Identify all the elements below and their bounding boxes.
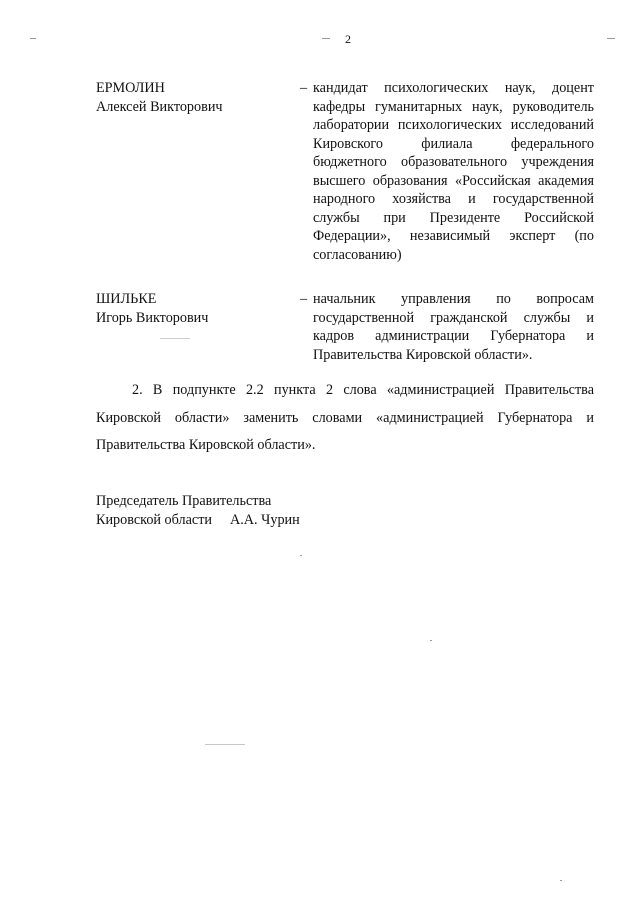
paragraph-2: 2. В подпункте 2.2 пункта 2 слова «администрацией Правительства Кировской области» заменить словами «администрацией Губернатора и Правительства Кировской области».: [96, 382, 594, 453]
member-surname: ЕРМОЛИН: [96, 80, 165, 96]
member-description: начальник управления по вопросам государственной гражданской службы и кадров администрации Губернатора и Правительства Кировской области».: [313, 291, 594, 363]
signature-block: [96, 492, 300, 529]
member-description: кандидат психологических наук, доцент кафедры гуманитарных наук, руководитель лаборатории психологических исследований Кировского филиала федерального бюджетного образовательного учреждения высшего образования «Российская академия народного хозяйства и государственной службы при Президенте Российской Федерации», независимый эксперт (по согласованию): [313, 80, 594, 263]
scan-speck: [300, 555, 302, 556]
scan-speck: [430, 640, 432, 641]
scan-speck: [30, 38, 36, 39]
page-number: 2: [345, 32, 351, 46]
scan-speck: [560, 880, 562, 881]
member-given-names: Алексей Викторович: [96, 98, 223, 115]
member-surname: ШИЛЬКЕ: [96, 291, 157, 307]
signature-name: А.А. Чурин: [230, 511, 300, 528]
signature-position-line2: [96, 511, 300, 530]
signature-position-line1: Председатель Правительства: [96, 493, 272, 509]
signature-position-region: Кировской области: [96, 511, 212, 528]
member-dash: –: [300, 80, 308, 96]
member-name: [96, 79, 296, 116]
scan-speck: [322, 38, 330, 39]
scan-speck: [607, 38, 615, 39]
member-dash: –: [300, 291, 308, 307]
member-given-names: Игорь Викторович: [96, 309, 209, 326]
member-name: [96, 290, 296, 327]
scan-speck: [160, 338, 190, 339]
scan-speck: [205, 744, 245, 745]
